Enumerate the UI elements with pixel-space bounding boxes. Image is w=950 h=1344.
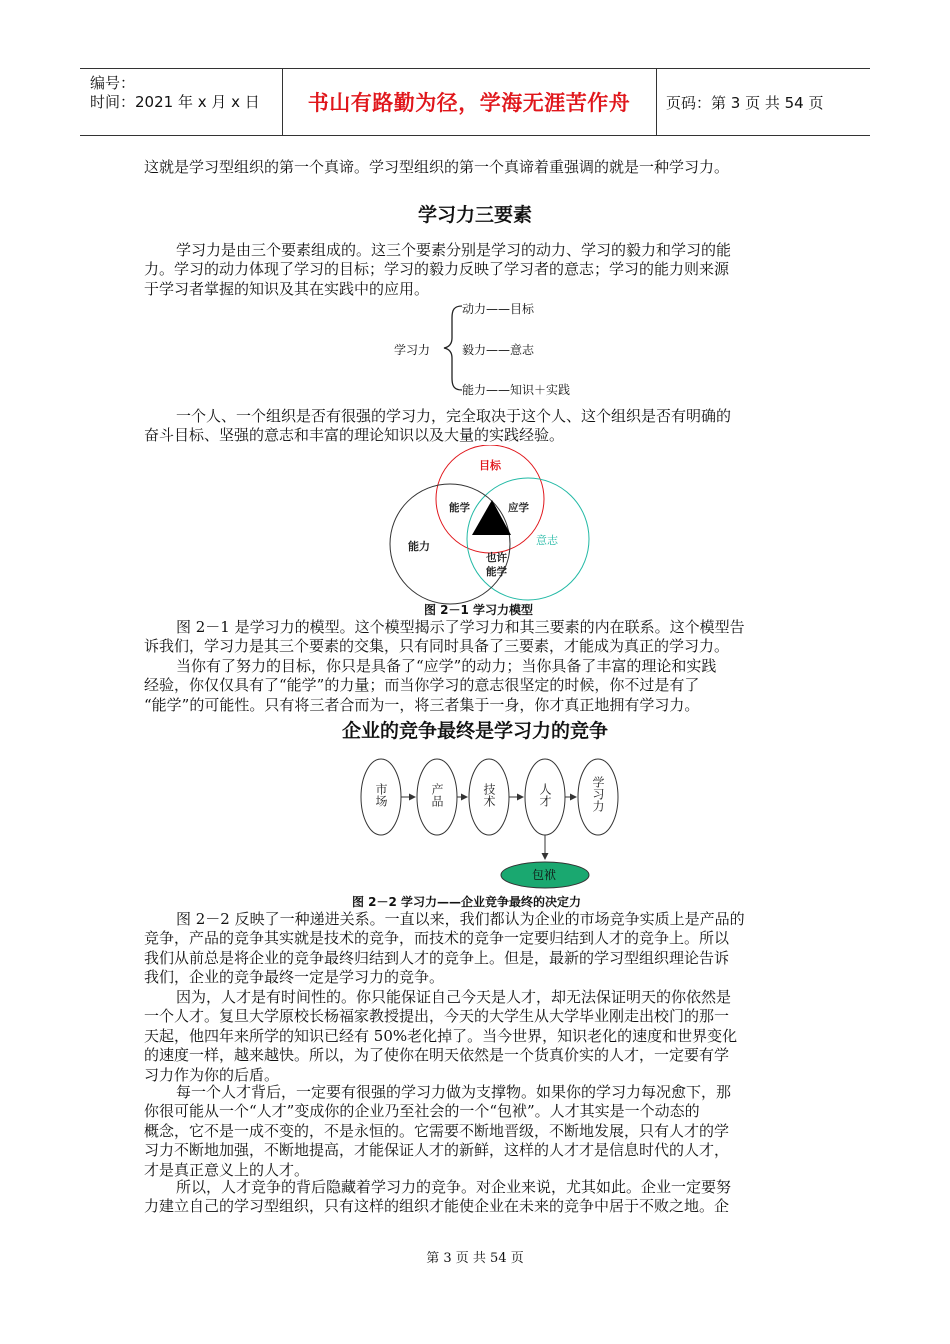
text-line: 奋斗目标、坚强的意志和丰富的理论知识以及大量的实践经验。 — [144, 426, 565, 445]
text-line: 的速度一样，越来越快。所以，为了使你在明天依然是一个货真价实的人才，一定要有学 — [144, 1046, 730, 1065]
tree-branch-2: 毅力——意志 — [462, 343, 535, 357]
chain-node-tech-label: 技术 — [482, 783, 496, 807]
paragraph — [144, 618, 806, 715]
text-line: 诉我们，学习力是其三个要素的交集，只有同时具备了三要素，才能成为真正的学习力。 — [144, 637, 730, 656]
chain-node-market-label: 市场 — [374, 783, 388, 807]
tree-branch-1: 动力——目标 — [462, 302, 535, 316]
venn-ability-label: 能力 — [408, 540, 430, 553]
text-line: 才是真正意义上的人才。 — [144, 1160, 310, 1179]
competition-chain-diagram — [355, 750, 625, 890]
text-line: 你很可能从一个“人才”变成你的企业乃至社会的一个“包袱”。人才其实是一个动态的 — [144, 1102, 700, 1121]
number-label: 编号： — [90, 74, 136, 92]
paragraph — [144, 407, 806, 446]
venn-diagram — [380, 445, 610, 605]
page-number-label: 页码：第 3 页 共 54 页 — [666, 93, 824, 112]
text-line: 经验，你仅仅具有了“能学”的力量；而当你学习的意志很坚定的时候，你不过是有了 — [144, 676, 700, 695]
date-label: 时间：2021 年 x 月 x 日 — [90, 93, 260, 111]
text-line: 当你有了努力的目标，你只是具备了“应学”的动力；当你具备了丰富的理论和实践 — [176, 656, 717, 675]
chain-bottom-label: 包袱 — [532, 868, 557, 882]
text-line: 习力作为你的后盾。 — [144, 1065, 280, 1084]
section-title: 学习力三要素 — [417, 204, 532, 226]
intro-paragraph — [144, 158, 806, 177]
chain-node-talent-label: 人才 — [538, 783, 552, 807]
motto: 书山有路勤为径，学海无涯苦作舟 — [307, 91, 631, 115]
text-line: 力建立自己的学习型组织，只有这样的组织才能使企业在未来的竞争中居于不败之地。企 — [144, 1197, 730, 1216]
paragraph — [144, 1083, 806, 1180]
text-line: 这就是学习型组织的第一个真谛。学习型组织的第一个真谛着重强调的就是一种学习力。 — [144, 158, 730, 176]
tree-branch-3: 能力——知识＋实践 — [462, 383, 571, 397]
text-line: 每一个人才背后，一定要有很强的学习力做为支撑物。如果你的学习力每况愈下，那 — [176, 1083, 732, 1101]
text-line: 力。学习的动力体现了学习的目标；学习的毅力反映了学习者的意志；学习的能力则来源 — [144, 260, 730, 279]
text-line: 我们从前总是将企业的竞争最终归结到人才的竞争上。但是，最新的学习型组织理论告诉 — [144, 948, 730, 967]
paragraph — [144, 988, 806, 1085]
figure-caption: 图 2－1 学习力模型 — [424, 603, 534, 617]
header-meta-cell — [80, 69, 283, 135]
header-motto-cell — [282, 69, 657, 135]
text-line: 习力不断地加强，不断地提高，才能保证人才的新鲜，这样的人才才是信息时代的人才， — [144, 1141, 730, 1160]
text-line: “能学”的可能性。只有将三者合而为一，将三者集于一身，你才真正地拥有学习力。 — [144, 695, 700, 714]
venn-ying-xue-label: 应学 — [508, 502, 529, 514]
text-line: 所以，人才竞争的背后隐藏着学习力的竞争。对企业来说，尤其如此。企业一定要努 — [176, 1178, 732, 1196]
paragraph — [144, 1178, 806, 1217]
tree-root-label: 学习力 — [394, 343, 431, 357]
text-line: 图 2－1 是学习力的模型。这个模型揭示了学习力和其三要素的内在联系。这个模型告 — [176, 618, 745, 636]
text-line: 概念，它不是一成不变的，不是永恒的。它需要不断地晋级，不断地发展，只有人才的学 — [144, 1121, 730, 1140]
paragraph — [144, 241, 806, 299]
text-line: 竞争，产品的竞争其实就是技术的竞争，而技术的竞争一定要归结到人才的竞争上。所以 — [144, 929, 730, 948]
text-line: 一个人才。复旦大学原校长杨福家教授提出，今天的大学生从大学毕业刚走出校门的那一 — [144, 1007, 730, 1026]
venn-will-label: 意志 — [536, 534, 558, 547]
page-footer: 第 3 页 共 54 页 — [426, 1251, 524, 1266]
figure-caption: 图 2－2 学习力——企业竞争最终的决定力 — [352, 895, 582, 909]
chain-node-product-label: 产品 — [430, 783, 444, 807]
venn-goal-label: 目标 — [479, 459, 501, 472]
section-title: 企业的竞争最终是学习力的竞争 — [341, 720, 608, 742]
text-line: 因为，人才是有时间性的。你只能保证自己今天是人才，却无法保证明天的你依然是 — [176, 988, 732, 1006]
page-header — [80, 68, 870, 136]
text-line: 天起，他四年来所学的知识已经有 50%老化掉了。当今世界，知识老化的速度和世界变化 — [144, 1026, 738, 1045]
text-line: 一个人、一个组织是否有很强的学习力，完全取决于这个人、这个组织是否有明确的 — [176, 407, 732, 425]
will-circle — [467, 478, 589, 600]
text-line: 我们，企业的竞争最终一定是学习力的竞争。 — [144, 968, 445, 987]
text-line: 于学习者掌握的知识及其在实践中的应用。 — [144, 279, 430, 298]
venn-ye-xu-label: 也许 — [486, 552, 507, 564]
venn-neng-xue-label: 能学 — [449, 502, 470, 514]
venn-neng-xue2-label: 能学 — [486, 566, 507, 578]
center-triangle — [472, 500, 511, 535]
text-line: 图 2－2 反映了一种递进关系。一直以来，我们都认为企业的市场竞争实质上是产品的 — [176, 910, 745, 928]
paragraph — [144, 910, 806, 988]
text-line: 学习力是由三个要素组成的。这三个要素分别是学习的动力、学习的毅力和学习的能 — [176, 241, 732, 259]
chain-node-learning-label: 学习力 — [591, 776, 605, 812]
